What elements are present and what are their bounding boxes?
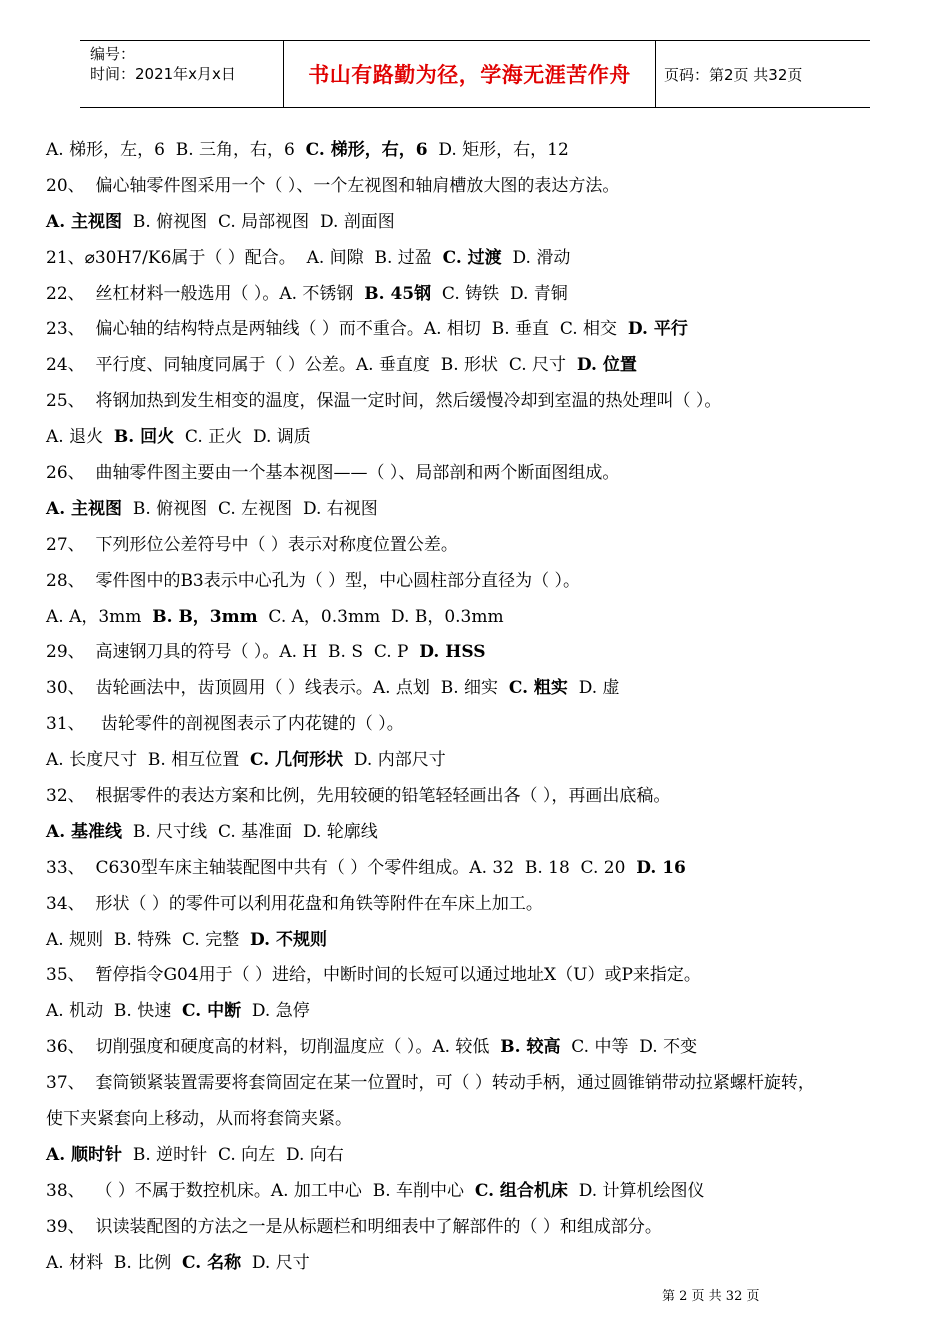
answer-highlight: D. 位置 — [576, 355, 637, 376]
answer-highlight: C. 中断 — [182, 1001, 242, 1022]
text-line — [46, 815, 916, 851]
answer-highlight: D. 16 — [636, 857, 686, 878]
line-text: 37、 套筒锁紧装置需要将套筒固定在某一位置时，可（ ）转动手柄，通过圆锥销带动拉紧螺杆旋转， — [46, 1073, 815, 1094]
text-line — [46, 600, 916, 636]
answer-highlight: A. 基准线 — [46, 821, 123, 842]
answer-highlight: D. HSS — [419, 642, 486, 663]
line-text: 28、 零件图中的B3表示中心孔为（ ）型，中心圆柱部分直径为（ ）。 — [46, 570, 581, 591]
text-line — [46, 1138, 916, 1174]
line-text: 29、 高速钢刀具的符号（ ）。A. H B. S C. P — [46, 642, 420, 663]
text-line — [46, 779, 916, 815]
text-line — [46, 348, 916, 384]
line-text: B. 俯视图 C. 局部视图 D. 剖面图 — [122, 211, 395, 232]
line-text: A. A，3mm — [46, 606, 153, 627]
line-text: D. 滑动 — [501, 247, 571, 268]
line-text: 31、 齿轮零件的剖视图表示了内花键的（ ）。 — [46, 714, 404, 735]
text-line — [46, 1066, 916, 1102]
answer-highlight: C. 名称 — [182, 1252, 242, 1273]
line-text: C. 中等 D. 不变 — [560, 1037, 698, 1058]
line-text: A. 材料 B. 比例 — [46, 1252, 182, 1273]
text-line — [46, 169, 916, 205]
text-line — [46, 205, 916, 241]
line-text: 27、 下列形位公差符号中（ ）表示对称度位置公差。 — [46, 534, 458, 555]
answer-highlight: B. 较高 — [500, 1037, 561, 1058]
line-text: D. 矩形，右，12 — [427, 140, 569, 160]
line-text: D. 计算机绘图仪 — [567, 1180, 705, 1201]
text-line — [46, 1174, 916, 1210]
text-line — [46, 492, 916, 528]
answer-highlight: A. 主视图 — [46, 211, 123, 232]
answer-highlight: B. 45钢 — [364, 283, 432, 304]
line-text: 24、 平行度、同轴度同属于（ ）公差。A. 垂直度 B. 形状 C. 尺寸 — [46, 355, 577, 376]
text-line — [46, 241, 916, 277]
text-line — [46, 743, 916, 779]
text-line — [46, 994, 916, 1030]
text-line — [46, 671, 916, 707]
text-line — [46, 1246, 916, 1282]
text-line — [46, 133, 916, 169]
line-text: C. 铸铁 D. 青铜 — [431, 283, 568, 304]
line-text: 36、 切削强度和硬度高的材料，切削温度应（ ）。A. 较低 — [46, 1037, 501, 1058]
text-line — [46, 564, 916, 600]
line-text: 32、 根据零件的表达方案和比例，先用较硬的铅笔轻轻画出各（ ），再画出底稿。 — [46, 786, 671, 807]
line-text: B. 尺寸线 C. 基准面 D. 轮廓线 — [122, 821, 378, 842]
answer-highlight: D. 平行 — [627, 319, 688, 340]
header-motto: 书山有路勤为径，学海无涯苦作舟 — [283, 41, 656, 107]
question-list — [46, 133, 916, 1282]
line-text: C. A，0.3mm D. B，0.3mm — [257, 606, 504, 627]
text-line — [46, 1030, 916, 1066]
line-text: D. 急停 — [241, 1001, 310, 1022]
line-text: 25、 将钢加热到发生相变的温度，保温一定时间，然后缓慢冷却到室温的热处理叫（ ）。 — [46, 391, 722, 412]
line-text: B. 逆时针 C. 向左 D. 向右 — [122, 1144, 344, 1165]
line-text: C. 正火 D. 调质 — [174, 427, 311, 448]
text-line — [46, 312, 916, 348]
line-text: 26、 曲轴零件图主要由一个基本视图——（ ）、局部剖和两个断面图组成。 — [46, 463, 620, 484]
line-text: 35、 暂停指令G04用于（ ）进给，中断时间的长短可以通过地址X（U）或P来指定。 — [46, 965, 701, 986]
header-number: 编号： — [90, 45, 136, 63]
text-line — [46, 384, 916, 420]
line-text: 38、 （ ）不属于数控机床。A. 加工中心 B. 车削中心 — [46, 1180, 475, 1201]
line-text: A. 规则 B. 特殊 C. 完整 — [46, 929, 251, 950]
line-text: 30、 齿轮画法中，齿顶圆用（ ）线表示。A. 点划 B. 细实 — [46, 678, 509, 699]
text-line — [46, 1210, 916, 1246]
page-header — [80, 40, 870, 108]
header-page: 页码：第2页 共32页 — [664, 65, 803, 84]
line-text: 39、 识读装配图的方法之一是从标题栏和明细表中了解部件的（ ）和组成部分。 — [46, 1216, 662, 1237]
answer-highlight: B. B，3mm — [152, 606, 258, 627]
text-line — [46, 635, 916, 671]
text-line — [46, 923, 916, 959]
text-line — [46, 528, 916, 564]
answer-highlight: B. 回火 — [113, 427, 175, 448]
line-text: 21、⌀30H7/K6属于（ ）配合。 A. 间隙 B. 过盈 — [46, 247, 443, 268]
line-text: D. 尺寸 — [241, 1252, 310, 1273]
line-text: B. 俯视图 C. 左视图 D. 右视图 — [122, 498, 378, 519]
text-line — [46, 851, 916, 887]
text-line — [46, 277, 916, 313]
line-text: D. 虚 — [567, 678, 620, 699]
answer-highlight: A. 顺时针 — [46, 1144, 123, 1165]
line-text: 22、 丝杠材料一般选用（ ）。A. 不锈钢 — [46, 283, 365, 304]
line-text: D. 内部尺寸 — [343, 750, 446, 771]
text-line — [46, 887, 916, 923]
text-line — [46, 1102, 916, 1138]
line-text: 34、 形状（ ）的零件可以利用花盘和角铁等附件在车床上加工。 — [46, 893, 543, 914]
answer-highlight: A. 主视图 — [46, 498, 123, 519]
answer-highlight: C. 几何形状 — [250, 750, 344, 771]
answer-highlight: C. 梯形，右，6 — [305, 140, 428, 160]
line-text: A. 长度尺寸 B. 相互位置 — [46, 750, 250, 771]
answer-highlight: D. 不规则 — [250, 929, 328, 950]
page-footer: 第 2 页 共 32 页 — [662, 1289, 760, 1304]
text-line — [46, 958, 916, 994]
line-text: A. 梯形，左，6 B. 三角，右，6 — [46, 140, 306, 160]
line-text: 23、 偏心轴的结构特点是两轴线（ ）而不重合。A. 相切 B. 垂直 C. 相交 — [46, 319, 628, 340]
line-text: 33、 C630型车床主轴装配图中共有（ ）个零件组成。A. 32 B. 18 C. 20 — [46, 857, 637, 878]
line-text: A. 机动 B. 快速 — [46, 1001, 182, 1022]
text-line — [46, 456, 916, 492]
answer-highlight: C. 过渡 — [442, 247, 502, 268]
line-text: 20、 偏心轴零件图采用一个（ ）、一个左视图和轴肩槽放大图的表达方法。 — [46, 175, 620, 196]
text-line — [46, 420, 916, 456]
line-text: 使下夹紧套向上移动，从而将套筒夹紧。 — [46, 1109, 352, 1130]
text-line — [46, 707, 916, 743]
line-text: A. 退火 — [46, 427, 114, 448]
answer-highlight: C. 组合机床 — [474, 1180, 568, 1201]
header-info — [80, 41, 283, 107]
answer-highlight: C. 粗实 — [508, 678, 568, 699]
header-time: 时间：2021年x月x日 — [90, 65, 236, 83]
